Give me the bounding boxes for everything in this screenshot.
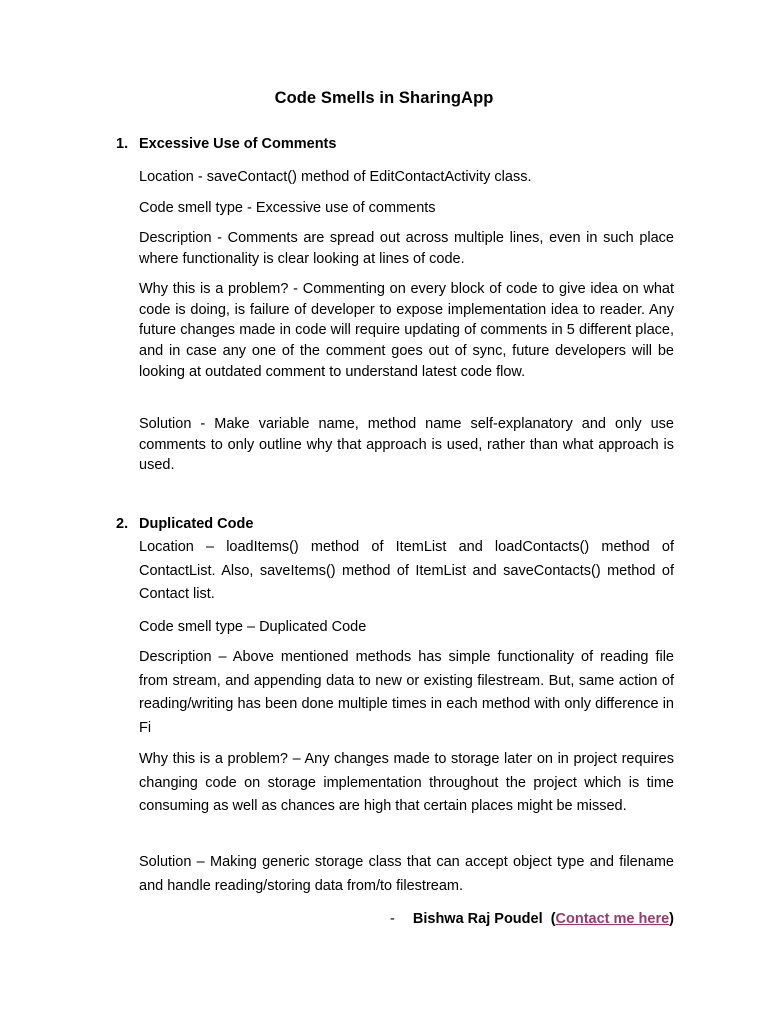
- section-2-location: Location – loadItems() method of ItemList and loadContacts() method of ContactList. Also, saveItems() method of ItemList and saveContacts() method of Contact list.: [139, 539, 674, 603]
- signature-dash: -: [390, 911, 395, 927]
- section-2-heading: [116, 516, 253, 532]
- section-2-problem: Why this is a problem? – Any changes made to storage later on in project requires changing code on storage implementation throughout the project which is time consuming as well as chances are high that certain places might be missed.: [139, 751, 674, 815]
- section-2-description: Description – Above mentioned methods has simple functionality of reading file from stream, and appending data to new or existing filestream. But, same action of reading/writing has been done multiple times in each method with only difference in Fi: [139, 649, 674, 736]
- section-2-number: 2.: [116, 516, 129, 532]
- section-1-heading: [116, 136, 336, 152]
- section-2-type: Code smell type – Duplicated Code: [139, 619, 367, 635]
- section-1-title: Excessive Use of Comments: [139, 136, 337, 152]
- contact-link[interactable]: Contact me here: [555, 911, 670, 927]
- section-2-title: Duplicated Code: [139, 516, 254, 532]
- paren-open: (: [550, 911, 556, 927]
- section-1-type: Code smell type - Excessive use of comments: [139, 200, 436, 216]
- section-1-location: Location - saveContact() method of EditContactActivity class.: [139, 169, 532, 185]
- section-2-solution: Solution – Making generic storage class that can accept object type and filename and handle reading/storing data from/to filestream.: [139, 854, 674, 894]
- page-title: Code Smells in SharingApp: [274, 89, 494, 107]
- section-1-solution: Solution - Make variable name, method name self-explanatory and only use comments to only outline why that approach is used, rather than what approach is used.: [139, 416, 674, 474]
- paren-close: ): [669, 911, 674, 927]
- section-1-description: Description - Comments are spread out across multiple lines, even in such place where functionality is clear looking at lines of code.: [139, 230, 674, 267]
- author-name: Bishwa Raj Poudel: [412, 911, 543, 927]
- section-1-problem: Why this is a problem? - Commenting on every block of code to give idea on what code is doing, is failure of developer to expose implementation idea to reader. Any future changes made in code will require updating of comments in 5 different place, and in case any one of the comment goes out of sync, future developers will be looking at outdated comment to understand latest code flow.: [139, 281, 674, 380]
- signature: [390, 911, 674, 927]
- section-1-number: 1.: [116, 136, 129, 152]
